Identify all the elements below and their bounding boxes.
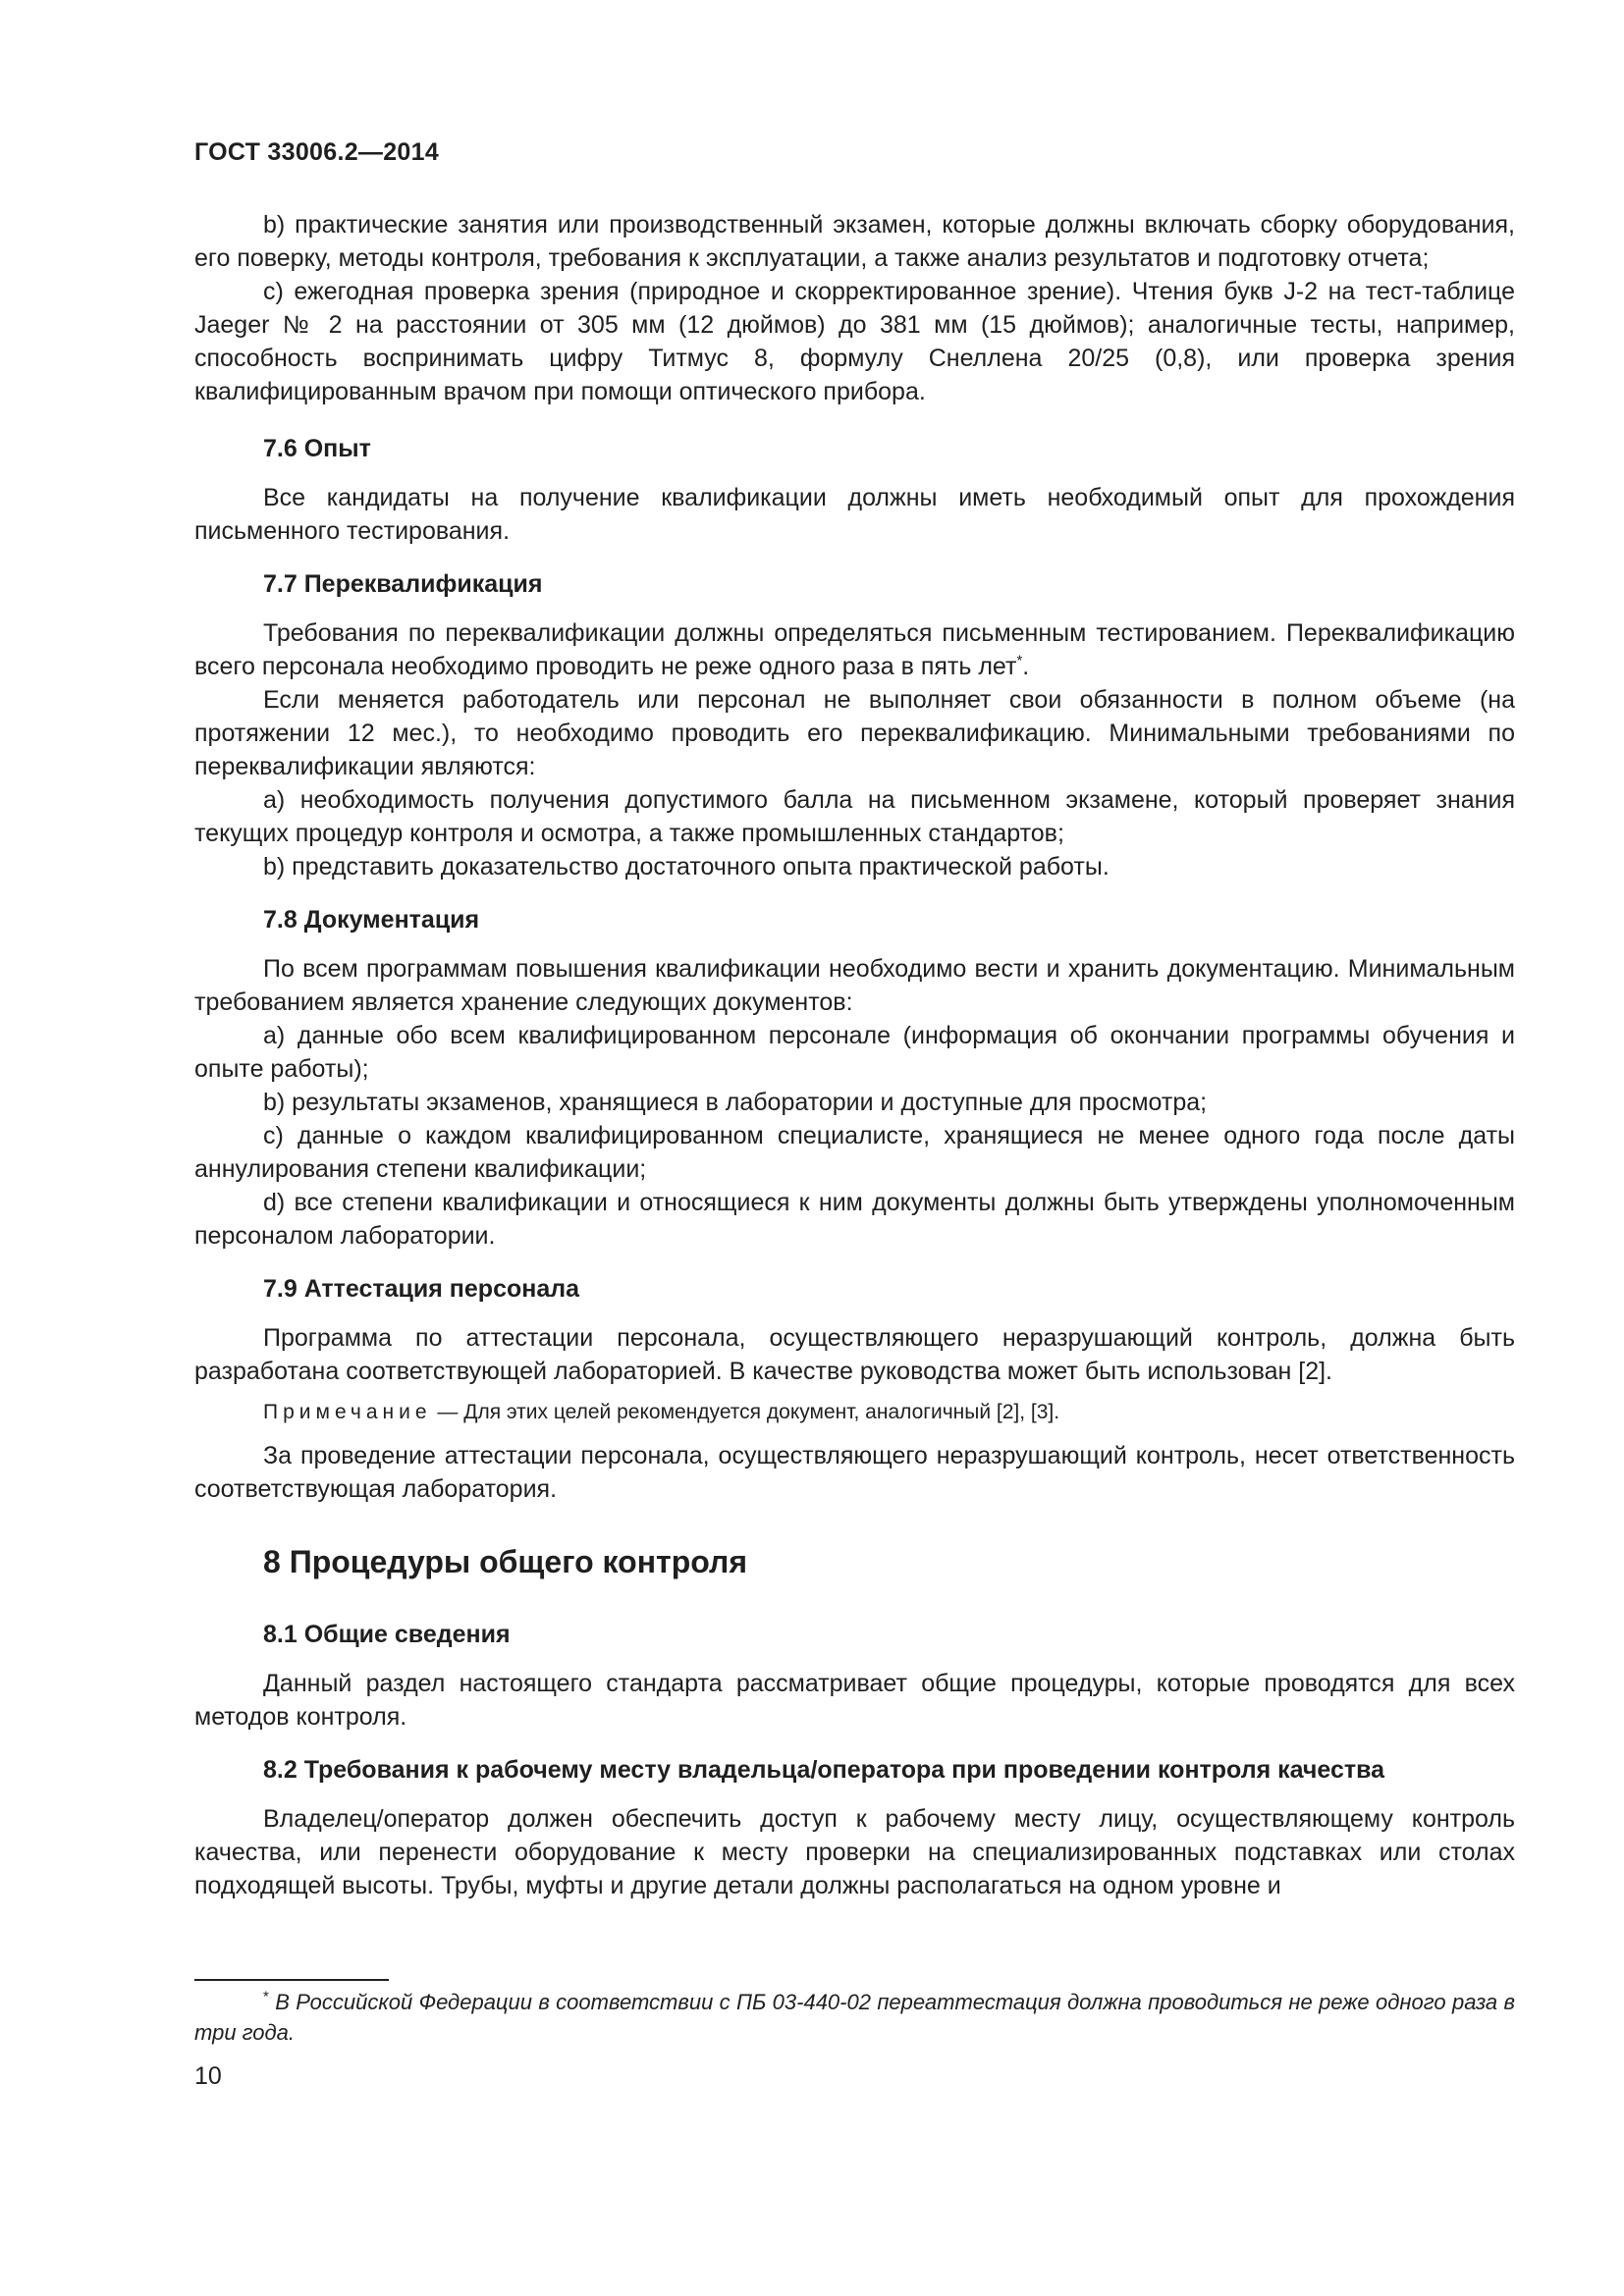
- note-text: — Для этих целей рекомендуется документ, аналогичный [2], [3].: [431, 1401, 1060, 1423]
- paragraph-7-6: Все кандидаты на получение квалификации должны иметь необходимый опыт для прохождения письменного тестирования.: [194, 484, 1515, 545]
- footnote-mark: *: [263, 1988, 269, 2005]
- paragraph-7-7-requalification: [194, 616, 1515, 683]
- paragraph-7-8-item-d: d) все степени квалификации и относящиеся к ним документы должны быть утверждены уполномоченным персоналом лаборатории.: [194, 1189, 1515, 1250]
- paragraph-8-2: Владелец/оператор должен обеспечить доступ к рабочему месту лицу, осуществляющему контроль качества, или перенести оборудование к месту проверки на специализированных подставках или столах подходящей высоты. Трубы, муфты и другие детали должны располагаться на одном уровне и: [194, 1805, 1515, 1899]
- heading-8-1: 8.1 Общие сведения: [263, 1621, 511, 1648]
- paragraph-7-8-item-b: b) результаты экзаменов, хранящиеся в лаборатории и доступные для просмотра;: [263, 1089, 1208, 1116]
- footnote-reference-mark: *: [1016, 652, 1023, 669]
- paragraph-7-8-intro: По всем программам повышения квалификации необходимо вести и хранить документацию. Минимальным требованием является хранение следующих документов:: [194, 955, 1515, 1016]
- paragraph-7-8-item-a: a) данные обо всем квалифицированном персонале (информация об окончании программы обучения и опыте работы);: [194, 1022, 1515, 1083]
- heading-7-8: 7.8 Документация: [263, 906, 480, 934]
- paragraph-item-b-practical: b) практические занятия или производственный экзамен, которые должны включать сборку оборудования, его поверку, методы контроля, требования к эксплуатации, а также анализ результатов и подготовку отчета;: [194, 211, 1515, 272]
- heading-7-6: 7.6 Опыт: [263, 435, 371, 462]
- paragraph-7-8-item-c: c) данные о каждом квалифицированном специалисте, хранящиеся не менее одного года после даты аннулирования степени квалификации;: [194, 1122, 1515, 1183]
- document-code-header: ГОСТ 33006.2—2014: [194, 138, 440, 166]
- paragraph-7-7-period: .: [1022, 653, 1030, 680]
- paragraph-7-7-employer-change: Если меняется работодатель или персонал не выполняет свои обязанности в полном объеме (на протяжении 12 мес.), то необходимо проводить его переквалификацию. Минимальными требованиями по переквалификации являются:: [194, 686, 1515, 780]
- heading-7-9: 7.9 Аттестация персонала: [263, 1275, 580, 1303]
- footnote-text: В Российской Федерации в соответствии с ПБ 03-440-02 переаттестация должна проводиться не реже одного раза в три года.: [194, 1990, 1515, 2045]
- heading-8-2: 8.2 Требования к рабочему месту владельца/оператора при проведении контроля качества: [263, 1756, 1385, 1784]
- heading-7-7: 7.7 Переквалификация: [263, 570, 543, 598]
- document-page: [194, 137, 1515, 1902]
- note-label: Примечание: [263, 1401, 432, 1423]
- page-number: 10: [194, 2062, 222, 2090]
- paragraph-7-9-program: Программа по аттестации персонала, осуществляющего неразрушающий контроль, должна быть разработана соответствующей лабораторией. В качестве руководства может быть использован [2].: [194, 1324, 1515, 1385]
- footnote-divider: [194, 1979, 389, 1981]
- footnote: [194, 1987, 1515, 2048]
- heading-section-8: 8 Процедуры общего контроля: [263, 1544, 747, 1579]
- paragraph-7-7-item-b: b) представить доказательство достаточного опыта практической работы.: [263, 853, 1110, 881]
- paragraph-7-7-text: Требования по переквалификации должны определяться письменным тестированием. Переквалификацию всего персонала необходимо проводить не реже одного раза в пять лет: [194, 619, 1515, 680]
- paragraph-7-7-item-a: a) необходимость получения допустимого балла на письменном экзамене, который проверяет знания текущих процедур контроля и осмотра, а также промышленных стандартов;: [194, 786, 1515, 847]
- paragraph-7-9-responsibility: За проведение аттестации персонала, осуществляющего неразрушающий контроль, несет ответственность соответствующая лаборатория.: [194, 1442, 1515, 1503]
- note: [194, 1398, 1515, 1427]
- paragraph-8-1: Данный раздел настоящего стандарта рассматривает общие процедуры, которые проводятся для всех методов контроля.: [194, 1670, 1515, 1731]
- paragraph-item-c-vision: c) ежегодная проверка зрения (природное и скорректированное зрение). Чтения букв J-2 на тест-таблице Jaeger № 2 на расстоянии от 305 мм (12 дюймов) до 381 мм (15 дюймов); аналогичные тесты, например, способность воспринимать цифру Титмус 8, формулу Снеллена 20/25 (0,8), или проверка зрения квалифицированным врачом при помощи оптического прибора.: [194, 278, 1515, 405]
